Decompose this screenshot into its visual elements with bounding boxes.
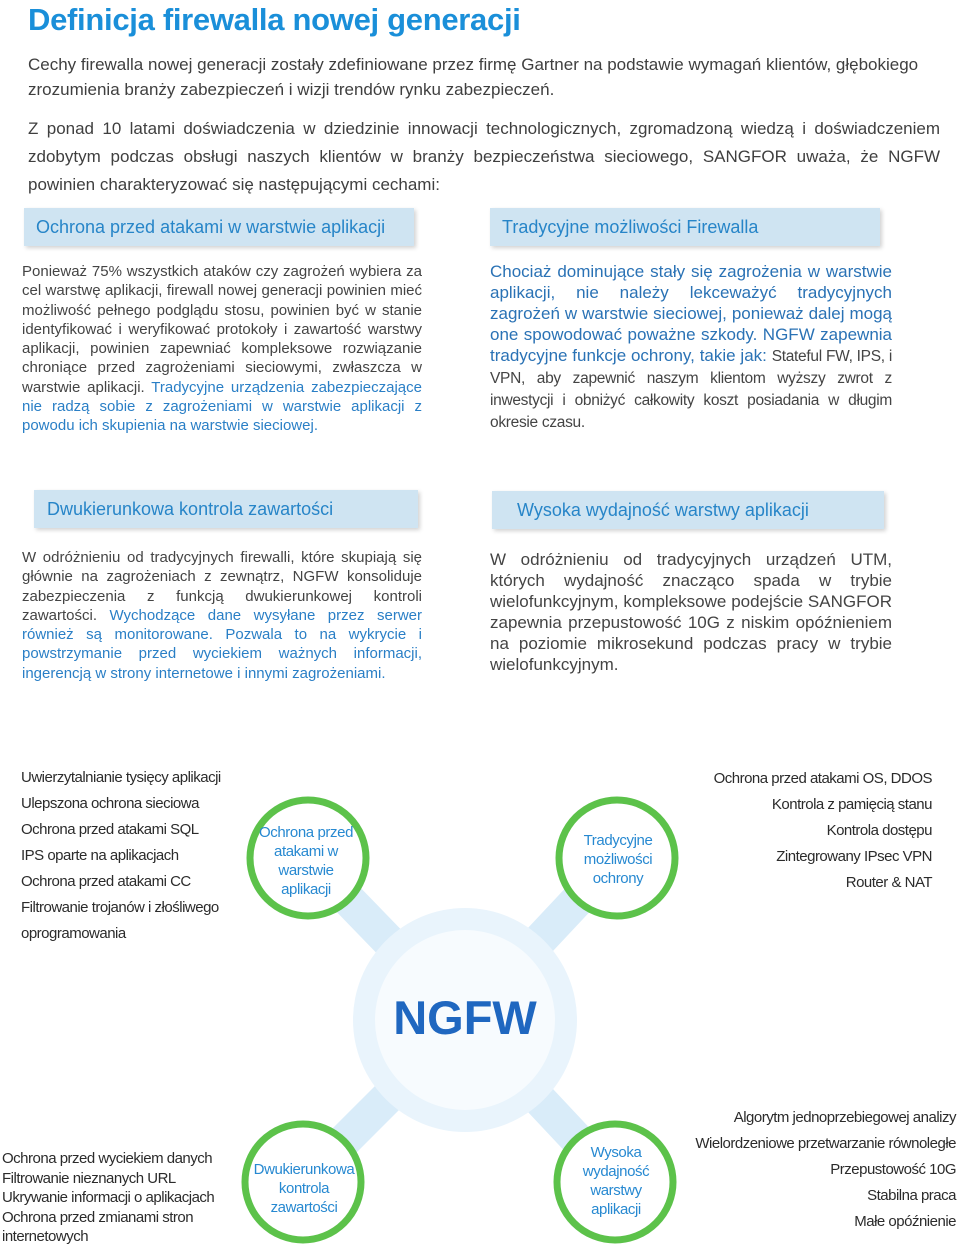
section-text-content-control-a: W odróżnieniu od tradycyjnych firewalli, które skupiają się głównie na zagrożeniach z zewnątrz, NGFW konsoliduje zabezpieczenia z funkcją dwukierunkowej kontroli zawartości. — [22, 549, 422, 624]
list-item: Zintegrowany IPsec VPN — [776, 848, 932, 865]
section-text-performance: W odróżnieniu od tradycyjnych urządzeń UTM, których wydajność znacząco spada w trybie wielofunkcyjnym, kompleksowe podejście SANGFOR zapewnia przepustowość 10G z niskim opóźnieniem na poziomie mikrosekund podczas pracy w trybie wielofunkcyjnym. — [490, 550, 892, 674]
list-item: Kontrola dostępu — [826, 822, 932, 839]
list-item: Uwierzytalnianie tysięcy aplikacji — [21, 769, 221, 786]
section-text-app-protection-a: Ponieważ 75% wszystkich ataków czy zagrożeń wybiera za cel warstwę aplikacji, firewall nowej generacji powinien mieć możliwość pełnego podglądu stosu, powinien być w stanie identyfikować i weryfikować protokoły i zawartość warstwy aplikacji, powinien zapewniać kompleksowe rozwiązanie chroniące przed zagrożeniami sieciowymi, zwłaszcza w warstwie aplikacji. — [22, 263, 422, 396]
feature-list-performance — [680, 1105, 956, 1235]
list-item: Przepustowość 10G — [830, 1161, 956, 1178]
list-item: Ochrona przed atakami CC — [21, 873, 191, 890]
list-item: Ochrona przed zmianami stron — [2, 1208, 194, 1226]
section-text-traditional-b: Stateful FW, IPS, i VPN, aby zapewnić naszym klientom wyższy zwrot z inwestycji i obniżyć całkowity koszt posiadania w długim okresie czasu. — [490, 348, 892, 431]
list-item: Małe opóźnienie — [854, 1213, 956, 1230]
diagram-node-bidirectional: Dwukierunkowa kontrola zawartości — [253, 1161, 355, 1216]
list-item: internetowych — [2, 1228, 89, 1245]
section-heading-traditional: Tradycyjne możliwości Firewalla — [490, 208, 880, 246]
list-item: Ochrona przed atakami SQL — [21, 821, 199, 838]
section-heading-content-control: Dwukierunkowa kontrola zawartości — [34, 490, 418, 528]
list-item: Ulepszona ochrona sieciowa — [21, 795, 199, 812]
list-item: oprogramowania — [21, 925, 126, 942]
feature-list-traditional — [680, 766, 932, 896]
list-item: Wielordzeniowe przetwarzanie równoległe — [695, 1135, 956, 1152]
section-text-app-protection-b: Tradycyjne urządzenia zabezpieczające nie radzą sobie z zagrożeniami w warstwie aplikacji z powodu ich skupienia na warstwie sieciowej. — [22, 378, 422, 435]
diagram-node-traditional: Tradycyjne możliwości ochrony — [583, 832, 653, 887]
intro-paragraph-2: Z ponad 10 latami doświadczenia w dziedzinie innowacji technologicznych, zgromadzoną wiedzą i doświadczeniem zdobytym podczas obsługi naszych klientów w branży bezpieczeństwa sieciowego, SANGFOR uważa, że NGFW powinien charakteryzować się następującymi cechami: — [28, 119, 940, 194]
diagram-center-label: NGFW — [393, 991, 537, 1044]
feature-list-bidirectional — [2, 1149, 242, 1247]
list-item: Ochrona przed wyciekiem danych — [2, 1150, 213, 1167]
list-item: Filtrowanie nieznanych URL — [2, 1169, 176, 1187]
list-item: Ukrywanie informacji o aplikacjach — [2, 1189, 215, 1206]
section-heading-performance: Wysoka wydajność warstwy aplikacji — [492, 491, 884, 529]
list-item: Algorytm jednoprzebiegowej analizy — [733, 1109, 956, 1126]
list-item: Kontrola z pamięcią stanu — [771, 796, 932, 813]
list-item: Filtrowanie trojanów i złośliwego — [21, 899, 219, 916]
section-text-content-control — [22, 548, 422, 683]
page-title: Definicja firewalla nowej generacji — [28, 2, 521, 37]
section-text-traditional-a: Chociaż dominujące stały się zagrożenia w warstwie aplikacji, nie należy lekceważyć tradycyjnych zagrożeń w warstwie sieciowej, ponieważ dalej mogą one spowodować poważne szkody. NGFW zapewnia tradycyjne funkcje ochrony, takie jak: — [490, 262, 892, 365]
diagram-node-performance: Wysoka wydajność warstwy aplikacji — [582, 1144, 650, 1218]
section-text-content-control-b: Wychodzące dane wysyłane przez serwer również są monitorowane. Pozwala to na wykrycie i powstrzymanie przed wyciekiem ważnych informacji, ingerencją w strony internetowe i innymi zagrożeniami. — [22, 606, 422, 682]
intro-paragraph-1: Cechy firewalla nowej generacji zostały zdefiniowane przez firmę Gartner na podstawie wymagań klientów, głębokiego zrozumienia branży zabezpieczeń i wizji trendów rynku zabezpieczeń. — [28, 55, 919, 99]
section-text-traditional — [490, 261, 892, 433]
section-text-app-protection — [22, 262, 422, 436]
list-item: Ochrona przed atakami OS, DDOS — [713, 770, 932, 787]
list-item: Router & NAT — [845, 874, 932, 891]
list-item: IPS oparte na aplikacjach — [21, 847, 179, 864]
diagram-node-app: Ochrona przed atakami w warstwie aplikacji — [258, 824, 354, 898]
feature-list-app — [21, 765, 251, 947]
list-item: Stabilna praca — [867, 1187, 956, 1204]
section-heading-app-protection: Ochrona przed atakami w warstwie aplikacji — [24, 208, 414, 246]
